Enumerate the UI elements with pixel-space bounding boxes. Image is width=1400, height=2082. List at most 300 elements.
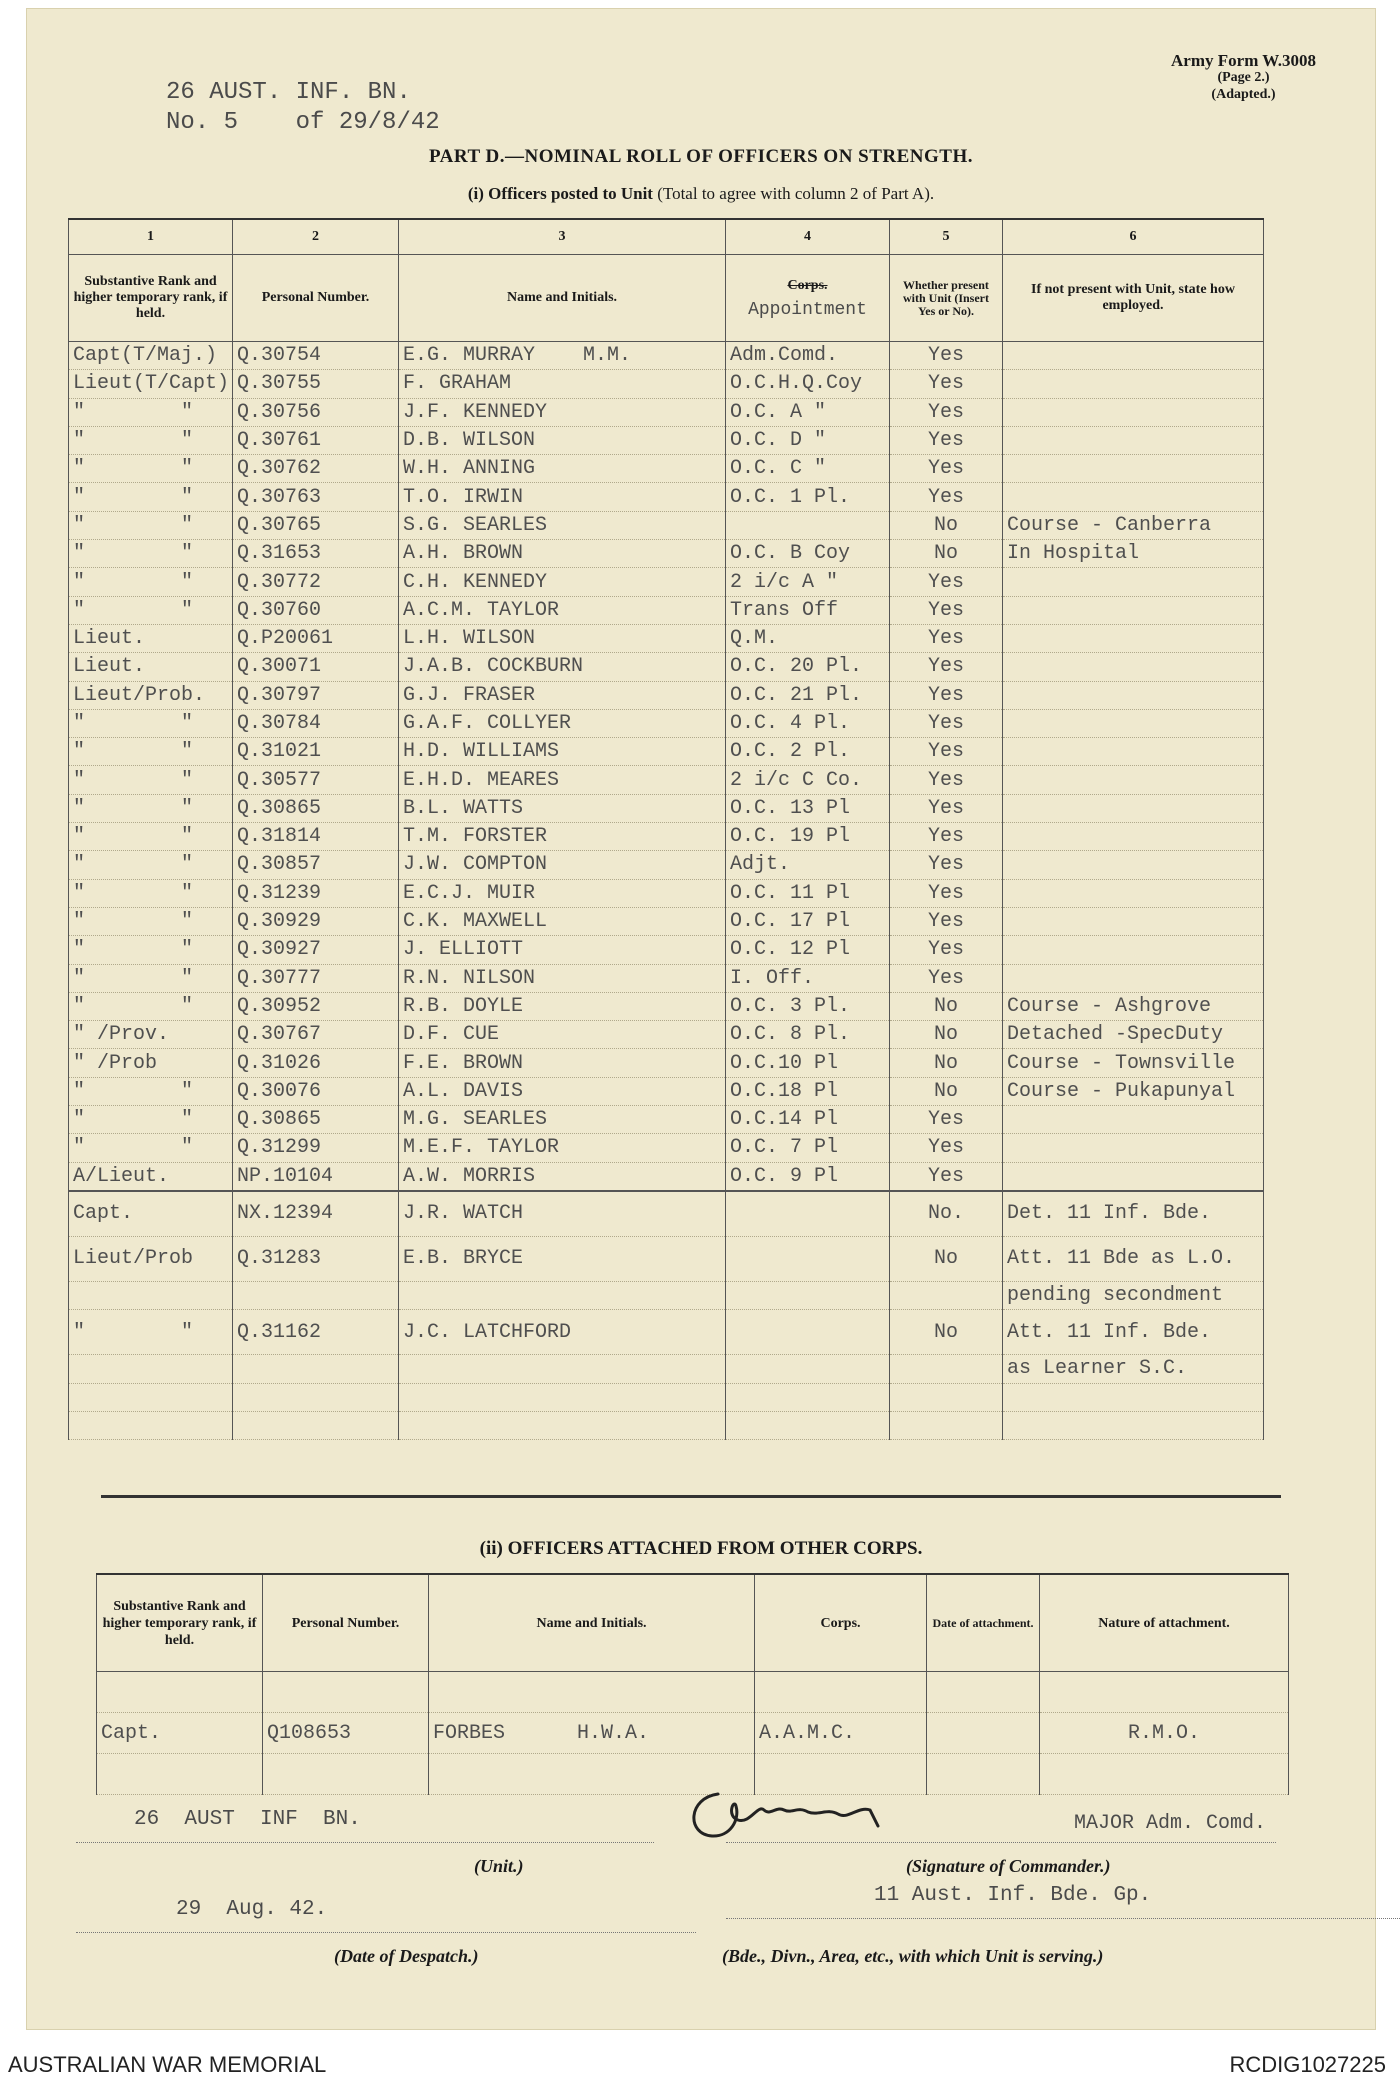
employment-cell — [1003, 851, 1264, 879]
table-row — [69, 1236, 1264, 1281]
number-cell: Q.31299 — [233, 1134, 399, 1162]
table-row — [69, 1134, 1264, 1162]
employment-cell — [1003, 766, 1264, 794]
present-cell — [890, 1383, 1003, 1411]
present-cell: Yes — [890, 794, 1003, 822]
number-cell: Q.30927 — [233, 936, 399, 964]
rank-cell — [69, 1281, 233, 1309]
present-cell: Yes — [890, 709, 1003, 737]
employment-cell: Att. 11 Bde as L.O. — [1003, 1236, 1264, 1281]
table-row — [69, 766, 1264, 794]
rank-cell: " " — [69, 455, 233, 483]
rank-cell: " " — [69, 907, 233, 935]
column-headers-row — [69, 255, 1264, 342]
corps-cell: O.C. 19 Pl — [726, 823, 890, 851]
employment-cell — [1003, 455, 1264, 483]
corps-cell: O.C. 7 Pl — [726, 1134, 890, 1162]
header-corps-typed: Appointment — [748, 300, 867, 320]
unit-label: (Unit.) — [474, 1856, 524, 1876]
rank-cell — [69, 1355, 233, 1383]
name-cell: C.K. MAXWELL — [399, 907, 726, 935]
rank-cell: " " — [69, 936, 233, 964]
number-cell: Q.30784 — [233, 709, 399, 737]
corps-cell — [726, 1236, 890, 1281]
employment-cell — [1003, 398, 1264, 426]
name-cell: J.A.B. COCKBURN — [399, 653, 726, 681]
corps-cell: Adm.Comd. — [726, 342, 890, 370]
corps-cell: O.C.18 Pl — [726, 1077, 890, 1105]
table-row — [69, 964, 1264, 992]
date-label: (Date of Despatch.) — [334, 1946, 479, 1966]
att-header-name: Name and Initials. — [429, 1574, 755, 1672]
number-cell: Q.31814 — [233, 823, 399, 851]
present-cell: Yes — [890, 568, 1003, 596]
employment-cell — [1003, 624, 1264, 652]
rank-cell: Lieut(T/Capt) — [69, 370, 233, 398]
name-cell: F. GRAHAM — [399, 370, 726, 398]
att-header-nature: Nature of attachment. — [1040, 1574, 1289, 1672]
name-cell: J.R. WATCH — [399, 1191, 726, 1237]
number-cell — [233, 1383, 399, 1411]
rank-cell: " " — [69, 540, 233, 568]
number-cell: Q.30763 — [233, 483, 399, 511]
present-cell: No. — [890, 1191, 1003, 1237]
rank-cell: " " — [69, 851, 233, 879]
corps-cell: O.C. D " — [726, 426, 890, 454]
rank-cell: " /Prov. — [69, 1021, 233, 1049]
rank-cell — [69, 1383, 233, 1411]
table-row — [69, 709, 1264, 737]
name-cell: J.C. LATCHFORD — [399, 1310, 726, 1355]
corps-cell: O.C. 3 Pl. — [726, 992, 890, 1020]
employment-cell: Att. 11 Inf. Bde. — [1003, 1310, 1264, 1355]
rank-cell: " " — [69, 992, 233, 1020]
rank-cell: " " — [69, 1134, 233, 1162]
rank-cell: Capt(T/Maj.) — [69, 342, 233, 370]
corps-cell: O.C. 9 Pl — [726, 1162, 890, 1191]
name-cell: R.N. NILSON — [399, 964, 726, 992]
number-cell: NP.10104 — [233, 1162, 399, 1191]
corps-cell: O.C.14 Pl — [726, 1106, 890, 1134]
present-cell: Yes — [890, 398, 1003, 426]
employment-cell — [1003, 823, 1264, 851]
archive-id: RCDIG1027225 — [1229, 2052, 1386, 2077]
report-line: No. 5 of 29/8/42 — [166, 109, 440, 136]
section-divider — [101, 1495, 1281, 1498]
table-row — [69, 511, 1264, 539]
name-cell: E.C.J. MUIR — [399, 879, 726, 907]
commander-value: MAJOR Adm. Comd. — [1073, 1812, 1266, 1835]
name-cell: A.L. DAVIS — [399, 1077, 726, 1105]
name-cell — [399, 1383, 726, 1411]
table-row — [69, 540, 1264, 568]
name-cell: R.B. DOYLE — [399, 992, 726, 1020]
present-cell: No — [890, 540, 1003, 568]
col-number: 3 — [399, 219, 726, 255]
att-rank: Capt. — [97, 1713, 263, 1754]
rank-cell — [69, 1411, 233, 1439]
employment-cell — [1003, 709, 1264, 737]
header-corps-label: Corps. — [787, 278, 828, 293]
table-row — [69, 823, 1264, 851]
table-row — [69, 1281, 1264, 1309]
present-cell: Yes — [890, 342, 1003, 370]
corps-cell: 2 i/c C Co. — [726, 766, 890, 794]
rank-cell: " " — [69, 398, 233, 426]
table-row — [69, 624, 1264, 652]
corps-cell: I. Off. — [726, 964, 890, 992]
form-paper — [26, 8, 1376, 2030]
number-cell: Q.30777 — [233, 964, 399, 992]
unit-field: 26 AUST INF BN. — [76, 1808, 654, 1843]
number-cell: Q.30577 — [233, 766, 399, 794]
att-header-date: Date of attachment. — [927, 1574, 1040, 1672]
name-cell: J.F. KENNEDY — [399, 398, 726, 426]
commander-label: (Signature of Commander.) — [906, 1856, 1111, 1876]
rank-cell: " " — [69, 511, 233, 539]
table-row — [69, 681, 1264, 709]
corps-cell: Trans Off — [726, 596, 890, 624]
rank-cell: " " — [69, 879, 233, 907]
name-cell: C.H. KENNEDY — [399, 568, 726, 596]
subtitle-bold: (i) Officers posted to Unit — [467, 184, 653, 203]
corps-cell: Q.M. — [726, 624, 890, 652]
number-cell: Q.31026 — [233, 1049, 399, 1077]
employment-cell — [1003, 1383, 1264, 1411]
number-cell: Q.30767 — [233, 1021, 399, 1049]
rank-cell: " " — [69, 1106, 233, 1134]
table-row — [69, 370, 1264, 398]
number-cell: Q.31653 — [233, 540, 399, 568]
rank-cell: Lieut/Prob — [69, 1236, 233, 1281]
number-cell — [233, 1411, 399, 1439]
corps-cell: O.C. C " — [726, 455, 890, 483]
name-cell: S.G. SEARLES — [399, 511, 726, 539]
employment-cell — [1003, 426, 1264, 454]
present-cell: Yes — [890, 879, 1003, 907]
number-cell: Q.30765 — [233, 511, 399, 539]
name-cell: G.J. FRASER — [399, 681, 726, 709]
name-cell: B.L. WATTS — [399, 794, 726, 822]
rank-cell: A/Lieut. — [69, 1162, 233, 1191]
table-row — [69, 1049, 1264, 1077]
present-cell: No — [890, 511, 1003, 539]
corps-cell: O.C. 13 Pl — [726, 794, 890, 822]
commander-field — [726, 1808, 1276, 1843]
col-number: 2 — [233, 219, 399, 255]
number-cell: Q.30857 — [233, 851, 399, 879]
name-cell: A.C.M. TAYLOR — [399, 596, 726, 624]
employment-cell — [1003, 879, 1264, 907]
corps-cell: O.C. 17 Pl — [726, 907, 890, 935]
employment-cell: In Hospital — [1003, 540, 1264, 568]
table-row — [69, 1021, 1264, 1049]
number-cell: Q.30772 — [233, 568, 399, 596]
employment-cell — [1003, 1411, 1264, 1439]
corps-cell — [726, 1383, 890, 1411]
corps-cell: O.C. 4 Pl. — [726, 709, 890, 737]
employment-cell — [1003, 1106, 1264, 1134]
present-cell: No — [890, 1077, 1003, 1105]
employment-cell: Course - Canberra — [1003, 511, 1264, 539]
employment-cell — [1003, 342, 1264, 370]
att-name: FORBES H.W.A. — [429, 1713, 755, 1754]
number-cell: Q.P20061 — [233, 624, 399, 652]
name-cell: E.B. BRYCE — [399, 1236, 726, 1281]
present-cell: Yes — [890, 653, 1003, 681]
corps-cell: O.C. 21 Pl. — [726, 681, 890, 709]
corps-cell: O.C.H.Q.Coy — [726, 370, 890, 398]
corps-cell: O.C. 12 Pl — [726, 936, 890, 964]
att-date — [927, 1713, 1040, 1754]
name-cell: W.H. ANNING — [399, 455, 726, 483]
number-cell: Q.30865 — [233, 794, 399, 822]
table-row — [69, 1162, 1264, 1191]
attached-header-row — [97, 1574, 1289, 1672]
number-cell: Q.30756 — [233, 398, 399, 426]
present-cell: No — [890, 1310, 1003, 1355]
name-cell: L.H. WILSON — [399, 624, 726, 652]
present-cell: Yes — [890, 1134, 1003, 1162]
table-row — [69, 1310, 1264, 1355]
name-cell: T.M. FORSTER — [399, 823, 726, 851]
officers-roll-table — [68, 218, 1264, 1440]
corps-cell — [726, 1355, 890, 1383]
name-cell — [399, 1355, 726, 1383]
table-row — [69, 398, 1264, 426]
table-row — [97, 1672, 1289, 1713]
number-cell: Q.30929 — [233, 907, 399, 935]
table-row — [69, 851, 1264, 879]
present-cell: Yes — [890, 964, 1003, 992]
employment-cell: Course - Pukapunyal — [1003, 1077, 1264, 1105]
present-cell: Yes — [890, 624, 1003, 652]
number-cell: Q.30797 — [233, 681, 399, 709]
employment-cell — [1003, 681, 1264, 709]
rank-cell: " " — [69, 709, 233, 737]
present-cell: Yes — [890, 370, 1003, 398]
rank-cell: " " — [69, 426, 233, 454]
table-row — [69, 907, 1264, 935]
number-cell: Q.30755 — [233, 370, 399, 398]
table-row — [69, 1411, 1264, 1439]
header-name: Name and Initials. — [399, 255, 726, 342]
present-cell: Yes — [890, 738, 1003, 766]
rank-cell: Capt. — [69, 1191, 233, 1237]
employment-cell: Course - Townsville — [1003, 1049, 1264, 1077]
present-cell: No — [890, 1236, 1003, 1281]
number-cell: Q.30076 — [233, 1077, 399, 1105]
employment-cell: Detached -SpecDuty — [1003, 1021, 1264, 1049]
present-cell: Yes — [890, 936, 1003, 964]
number-cell: Q.31021 — [233, 738, 399, 766]
number-cell: Q.31239 — [233, 879, 399, 907]
table-row — [69, 879, 1264, 907]
present-cell: Yes — [890, 1162, 1003, 1191]
present-cell: No — [890, 1021, 1003, 1049]
col-number: 4 — [726, 219, 890, 255]
employment-cell: pending secondment — [1003, 1281, 1264, 1309]
corps-cell: O.C. 8 Pl. — [726, 1021, 890, 1049]
rank-cell: " " — [69, 596, 233, 624]
corps-cell — [726, 1310, 890, 1355]
employment-cell: Det. 11 Inf. Bde. — [1003, 1191, 1264, 1237]
table-row — [69, 1077, 1264, 1105]
header-present: Whether present with Unit (Insert Yes or No). — [890, 255, 1003, 342]
header-number: Personal Number. — [233, 255, 399, 342]
number-cell: Q.30071 — [233, 653, 399, 681]
corps-cell — [726, 511, 890, 539]
present-cell — [890, 1355, 1003, 1383]
number-cell: Q.30761 — [233, 426, 399, 454]
table-row — [69, 426, 1264, 454]
rank-cell: Lieut/Prob. — [69, 681, 233, 709]
col-number: 5 — [890, 219, 1003, 255]
header-employment: If not present with Unit, state how employed. — [1003, 255, 1264, 342]
employment-cell — [1003, 1134, 1264, 1162]
present-cell: Yes — [890, 766, 1003, 794]
rank-cell: " /Prob — [69, 1049, 233, 1077]
employment-cell — [1003, 1162, 1264, 1191]
table-row — [69, 483, 1264, 511]
number-cell: Q.30762 — [233, 455, 399, 483]
number-cell — [233, 1355, 399, 1383]
name-cell: D.F. CUE — [399, 1021, 726, 1049]
rank-cell: " " — [69, 1077, 233, 1105]
date-field: 29 Aug. 42. — [76, 1898, 696, 1933]
att-header-number: Personal Number. — [263, 1574, 429, 1672]
table-row — [69, 653, 1264, 681]
corps-cell: O.C. 2 Pl. — [726, 738, 890, 766]
rank-cell: " " — [69, 823, 233, 851]
corps-cell: O.C. 1 Pl. — [726, 483, 890, 511]
number-cell: NX.12394 — [233, 1191, 399, 1237]
corps-cell: O.C. B Coy — [726, 540, 890, 568]
name-cell: J. ELLIOTT — [399, 936, 726, 964]
att-header-rank: Substantive Rank and higher temporary rank, if held. — [97, 1574, 263, 1672]
employment-cell — [1003, 794, 1264, 822]
corps-cell: O.C. 20 Pl. — [726, 653, 890, 681]
employment-cell — [1003, 964, 1264, 992]
corps-cell: O.C.10 Pl — [726, 1049, 890, 1077]
number-cell: Q.31283 — [233, 1236, 399, 1281]
attached-officers-table — [96, 1573, 1289, 1795]
table-row — [69, 992, 1264, 1020]
att-number: Q108653 — [263, 1713, 429, 1754]
page-subtitle — [26, 184, 1376, 204]
table-row — [69, 1355, 1264, 1383]
table-row — [69, 794, 1264, 822]
present-cell: Yes — [890, 823, 1003, 851]
employment-cell — [1003, 936, 1264, 964]
employment-cell — [1003, 653, 1264, 681]
subtitle-rest: (Total to agree with column 2 of Part A). — [652, 184, 935, 203]
present-cell: Yes — [890, 681, 1003, 709]
rank-cell: " " — [69, 794, 233, 822]
header-corps — [726, 255, 890, 342]
employment-cell — [1003, 483, 1264, 511]
present-cell: Yes — [890, 455, 1003, 483]
name-cell: G.A.F. COLLYER — [399, 709, 726, 737]
present-cell — [890, 1281, 1003, 1309]
rank-cell: " " — [69, 483, 233, 511]
corps-cell — [726, 1281, 890, 1309]
present-cell: Yes — [890, 907, 1003, 935]
att-header-corps: Corps. — [755, 1574, 927, 1672]
bde-label: (Bde., Divn., Area, etc., with which Unit is serving.) — [722, 1946, 1104, 1966]
name-cell — [399, 1281, 726, 1309]
employment-cell: Course - Ashgrove — [1003, 992, 1264, 1020]
present-cell: Yes — [890, 596, 1003, 624]
form-ref-title: Army Form W.3008 — [1171, 51, 1316, 70]
table-row — [97, 1713, 1289, 1754]
corps-cell — [726, 1191, 890, 1237]
bde-field: 11 Aust. Inf. Bde. Gp. — [726, 1884, 1400, 1919]
present-cell: Yes — [890, 851, 1003, 879]
corps-cell — [726, 1411, 890, 1439]
number-cell: Q.30754 — [233, 342, 399, 370]
table-row — [69, 1191, 1264, 1237]
corps-cell: 2 i/c A " — [726, 568, 890, 596]
name-cell: M.G. SEARLES — [399, 1106, 726, 1134]
table-row — [69, 738, 1264, 766]
name-cell — [399, 1411, 726, 1439]
number-cell: Q.30760 — [233, 596, 399, 624]
present-cell: Yes — [890, 1106, 1003, 1134]
employment-cell — [1003, 907, 1264, 935]
employment-cell — [1003, 370, 1264, 398]
number-cell — [233, 1281, 399, 1309]
present-cell: No — [890, 992, 1003, 1020]
number-cell: Q.30952 — [233, 992, 399, 1020]
form-adapted: (Adapted.) — [1211, 87, 1276, 102]
name-cell: F.E. BROWN — [399, 1049, 726, 1077]
rank-cell: " " — [69, 766, 233, 794]
employment-cell — [1003, 568, 1264, 596]
present-cell — [890, 1411, 1003, 1439]
table-row — [69, 342, 1264, 370]
archive-credit: AUSTRALIAN WAR MEMORIAL — [8, 2052, 327, 2077]
column-numbers-row — [69, 219, 1264, 255]
col-number: 1 — [69, 219, 233, 255]
table-row — [69, 936, 1264, 964]
name-cell: D.B. WILSON — [399, 426, 726, 454]
employment-cell: as Learner S.C. — [1003, 1355, 1264, 1383]
att-nature: R.M.O. — [1040, 1713, 1289, 1754]
present-cell: Yes — [890, 483, 1003, 511]
name-cell: M.E.F. TAYLOR — [399, 1134, 726, 1162]
number-cell: Q.30865 — [233, 1106, 399, 1134]
corps-cell: O.C. 11 Pl — [726, 879, 890, 907]
roll-body — [69, 342, 1264, 1440]
name-cell: A.H. BROWN — [399, 540, 726, 568]
page-title: PART D.—NOMINAL ROLL OF OFFICERS ON STRENGTH. — [428, 146, 974, 167]
name-cell: T.O. IRWIN — [399, 483, 726, 511]
name-cell: H.D. WILLIAMS — [399, 738, 726, 766]
name-cell: A.W. MORRIS — [399, 1162, 726, 1191]
rank-cell: Lieut. — [69, 653, 233, 681]
present-cell: Yes — [890, 426, 1003, 454]
name-cell: J.W. COMPTON — [399, 851, 726, 879]
name-cell: E.H.D. MEARES — [399, 766, 726, 794]
table-row — [69, 1383, 1264, 1411]
att-corps: A.A.M.C. — [755, 1713, 927, 1754]
unit-header — [166, 78, 440, 138]
table-row — [69, 596, 1264, 624]
table-row — [69, 1106, 1264, 1134]
header-rank: Substantive Rank and higher temporary rank, if held. — [69, 255, 233, 342]
present-cell: No — [890, 1049, 1003, 1077]
